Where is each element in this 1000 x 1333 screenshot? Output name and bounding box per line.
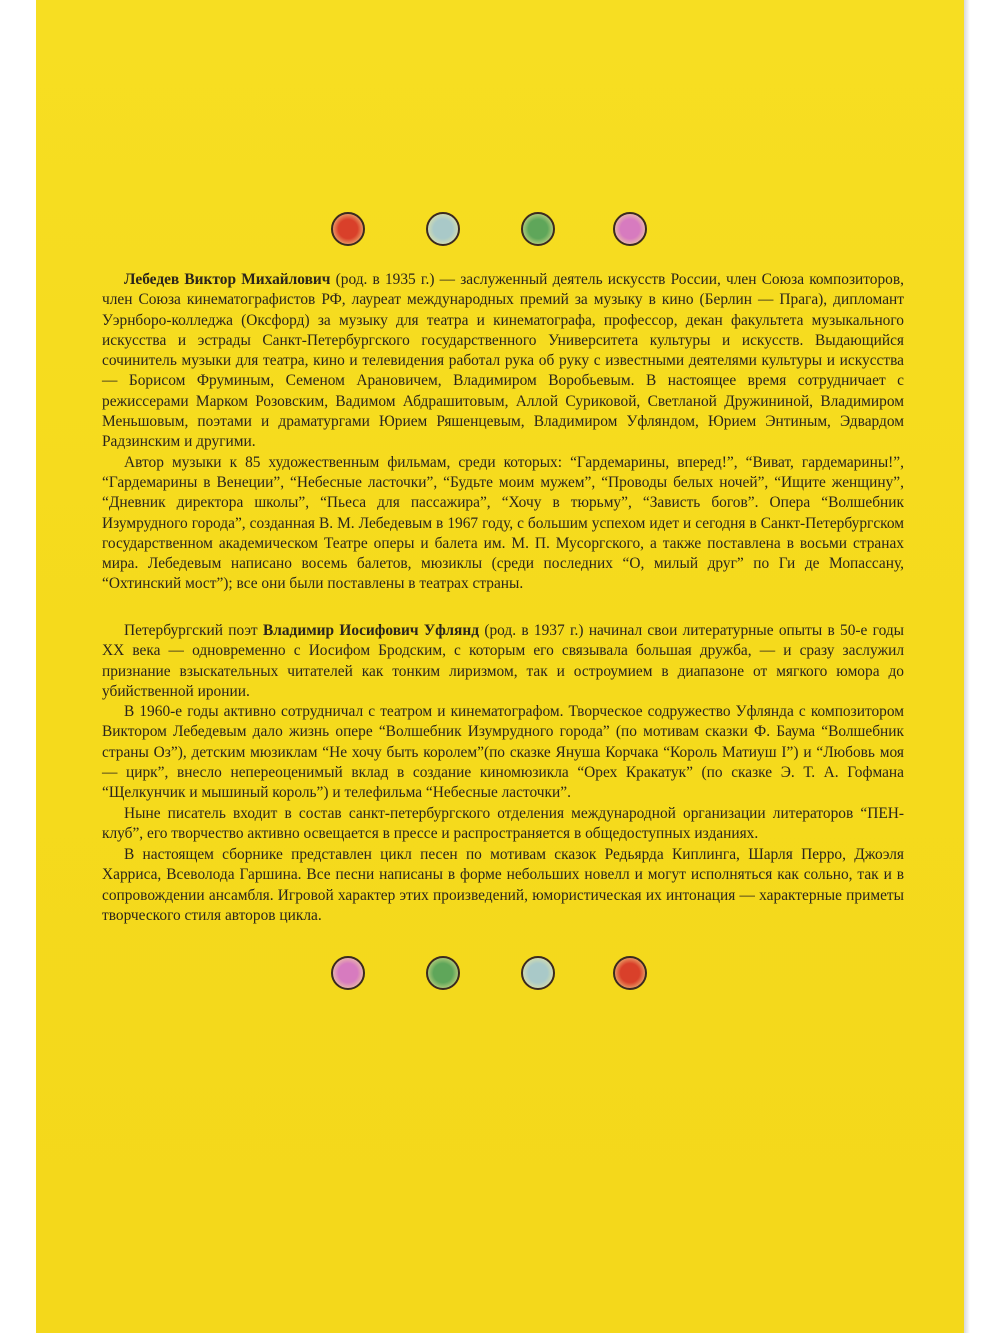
uflyand-name: Владимир Иосифович Уфлянд [262, 622, 480, 639]
uflyand-section [102, 621, 904, 844]
uflyand-paragraph-1-lead: Петербургский поэт [124, 622, 263, 639]
lebedev-paragraph-1-text: (род. в 1935 г.) — заслуженный деятель искусств России, член Союза композиторов, член Союза кинематографистов РФ, лауреат международных премий за музыку в кино (Берлин — Прага), дипломант Уэрнборо-колледжа (Оксфорд) за музыку для театра и кинематографа, профессор, декан факультета музыкального искусства и эстрады Санкт-Петербургского государственного Университета культуры и искусств. Выдающийся сочинитель музыки для театра, кино и телевидения работал рука об руку с известными деятелями культуры и искусства — Борисом Фруминым, Семеном Арановичем, Владимиром Воробьевым. В настоящее время сотрудничает с режиссерами Марком Розовским, Вадимом Абдрашитовым, Аллой Суриковой, Светланой Дружининой, Владимиром Меньшовым, поэтами и драматургами Юрием Ряшенцевым, Владимиром Уфляндом, Юрием Энтиным, Эдвардом Радзинским и другими. [102, 271, 904, 451]
bottom-dot-pink [331, 956, 365, 990]
top-dot-pink [613, 212, 647, 246]
collection-paragraph: В настоящем сборнике представлен цикл песен по мотивам сказок Редьярда Киплинга, Шарля Перро, Джоэля Харриса, Всеволода Гаршина. Все песни написаны в форме небольших новелл и могут исполняться как сольно, так и в сопровождении ансамбля. Игровой характер этих произведений, юмористическая их интонация — характерные приметы творческого стиля авторов цикла. [102, 846, 904, 924]
top-dots-row [0, 212, 1000, 252]
top-dot-light-blue [426, 212, 460, 246]
bottom-dot-light-blue [521, 956, 555, 990]
lebedev-paragraph-2: Автор музыки к 85 художественным фильмам, среди которых: “Гардемарины, вперед!”, “Виват, гардемарины!”, “Гардемарины в Венеции”, “Небесные ласточки”, “Будьте моим мужем”, “Проводы белых ночей”, “Ищите женщину”, “Дневник директора школы”, “Пьеса для пассажира”, “Хочу в тюрьму”, “Зависть богов”. Опера “Волшебник Изумрудного города”, созданная В. М. Лебедевым в 1967 году, с большим успехом идет и сегодня в Санкт-Петербургском государственном академическом Театре оперы и балета им. М. П. Мусоргского, а также поставлена в восьми странах мира. Лебедевым написано восемь балетов, мюзиклы (среди последних “О, милый друг” по Ги де Мопассану, “Охтинский мост”); все они были поставлены в театрах страны. [102, 453, 904, 593]
uflyand-paragraph-3: Ныне писатель входит в состав санкт-петербургского отделения международной организации литераторов “ПЕН-клуб”, его творчество активно освещается в прессе и распространяется в общедоступных изданиях. [102, 804, 904, 842]
uflyand-paragraph-1-text: (род. в 1937 г.) начинал свои литературные опыты в 50-е годы XX века — одновременно с Иосифом Бродским, с которым его связывала большая дружба, — и сразу заслужил признание взыскательных читателей как тонким лиризмом, так и остроумием в диапазоне от мягкого юмора до убийственной иронии. [102, 622, 904, 700]
top-dot-green [521, 212, 555, 246]
uflyand-paragraph-2: В 1960-е годы активно сотрудничал с театром и кинематографом. Творческое содружество Уфлянда с композитором Виктором Лебедевым дало жизнь опере “Волшебник Изумрудного города” (по мотивам сказки Ф. Баума “Волшебник страны Оз”), детским мюзиклам “Не хочу быть королем”(по сказке Януша Корчака “Король Матиуш I”) и “Любовь моя — цирк”, внесло непереоценимый вклад в создание киномюзикла “Орех Кракатук” (по сказке Э. Т. А. Гофмана “Щелкунчик и мышиный король”) и телефильма “Небесные ласточки”. [102, 703, 904, 802]
collection-section [102, 845, 904, 926]
bottom-dot-red [613, 956, 647, 990]
uflyand-paragraph-1 [102, 621, 904, 702]
lebedev-paragraph-1 [102, 270, 904, 453]
top-dot-red [331, 212, 365, 246]
lebedev-section [102, 270, 904, 595]
bottom-dots-row [0, 956, 1000, 996]
page-edge-shadow [964, 0, 970, 1333]
bottom-dot-green [426, 956, 460, 990]
lebedev-name: Лебедев Виктор Михайлович [124, 271, 331, 288]
